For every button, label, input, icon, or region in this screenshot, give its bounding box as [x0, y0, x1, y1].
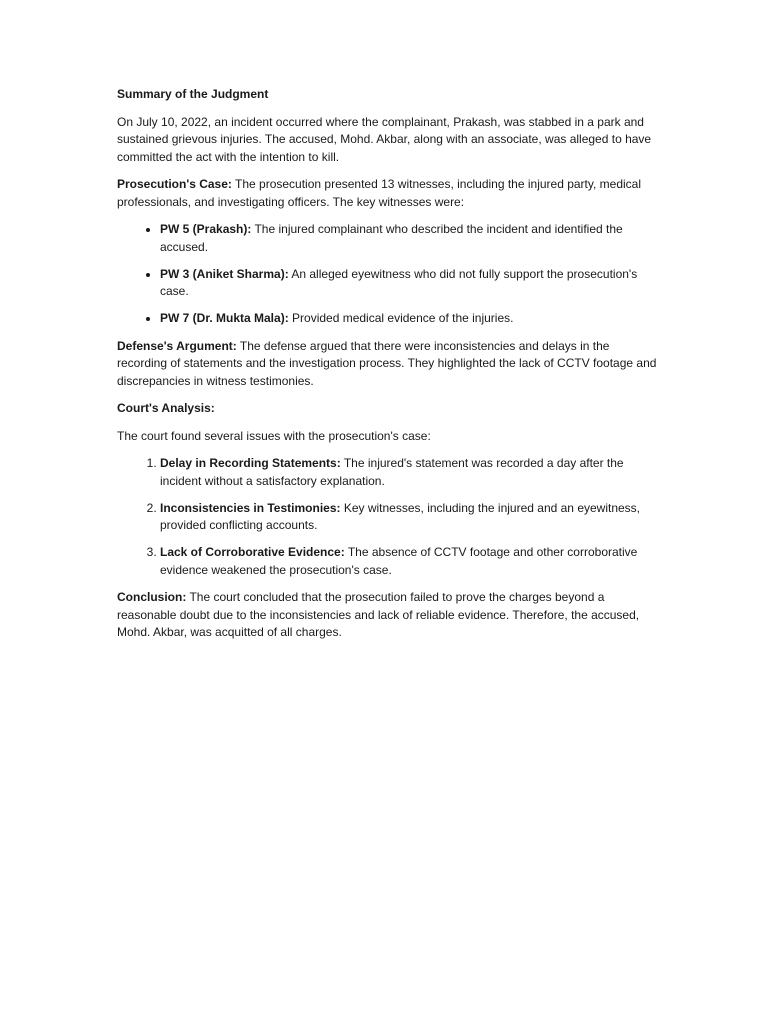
analysis-heading: Court's Analysis:: [117, 401, 215, 415]
list-item-issue: [160, 455, 657, 490]
witness-label: PW 7 (Dr. Mukta Mala):: [160, 311, 289, 325]
list-item-witness: [160, 266, 657, 301]
intro-paragraph: On July 10, 2022, an incident occurred where the complainant, Prakash, was stabbed in a park and sustained grievous injuries. The accused, Mohd. Akbar, along with an associate, was alleged to have committed the act with the intention to kill.: [117, 114, 652, 164]
defense-text: The defense argued that there were inconsistencies and delays in the recording of statements and the investigation process. They highlighted the lack of CCTV footage and discrepancies in witness testimonies.: [117, 338, 657, 388]
witness-text: The injured complainant who described the incident and identified the accused.: [160, 222, 623, 254]
list-item-witness: [160, 310, 657, 328]
issue-text: The injured's statement was recorded a day after the incident without a satisfactory explanation.: [160, 456, 624, 488]
issue-label: Lack of Corroborative Evidence:: [160, 545, 345, 559]
document-title: Summary of the Judgment: [117, 87, 269, 101]
witness-text: Provided medical evidence of the injuries.: [288, 311, 514, 325]
witness-label: PW 5 (Prakash):: [160, 222, 252, 236]
witness-text: An alleged eyewitness who did not fully support the prosecution's case.: [160, 266, 638, 298]
document-page: [117, 86, 657, 652]
prosecution-paragraph: [117, 176, 657, 211]
issue-label: Inconsistencies in Testimonies:: [160, 500, 341, 515]
conclusion-label: Conclusion:: [117, 590, 187, 604]
list-item-witness: [160, 221, 657, 256]
conclusion-text: The court concluded that the prosecution failed to prove the charges beyond a reasonable doubt due to the inconsistencies and lack of reliable evidence. Therefore, the accused, Mohd. Akbar, was acquitted of all charges.: [117, 590, 640, 639]
list-item-issue: [160, 500, 657, 535]
issue-text: Key witnesses, including the injured and an eyewitness, provided conflicting accounts.: [160, 500, 641, 532]
issue-label: Delay in Recording Statements:: [160, 456, 341, 470]
prosecution-label: Prosecution's Case:: [117, 177, 232, 191]
witness-label: PW 3 (Aniket Sharma):: [160, 266, 289, 281]
prosecution-text: The prosecution presented 13 witnesses, including the injured party, medical professionals, and investigating officers. The key witnesses were:: [117, 177, 642, 209]
analysis-intro: The court found several issues with the prosecution's case:: [117, 428, 431, 443]
defense-label: Defense's Argument:: [117, 338, 237, 353]
issues-list: [117, 455, 657, 579]
issue-text: The absence of CCTV footage and other corroborative evidence weakened the prosecution's case.: [160, 545, 638, 577]
list-item-issue: [160, 544, 657, 579]
defense-paragraph: [117, 338, 657, 391]
witness-list: [117, 221, 657, 328]
conclusion-paragraph: [117, 589, 657, 642]
